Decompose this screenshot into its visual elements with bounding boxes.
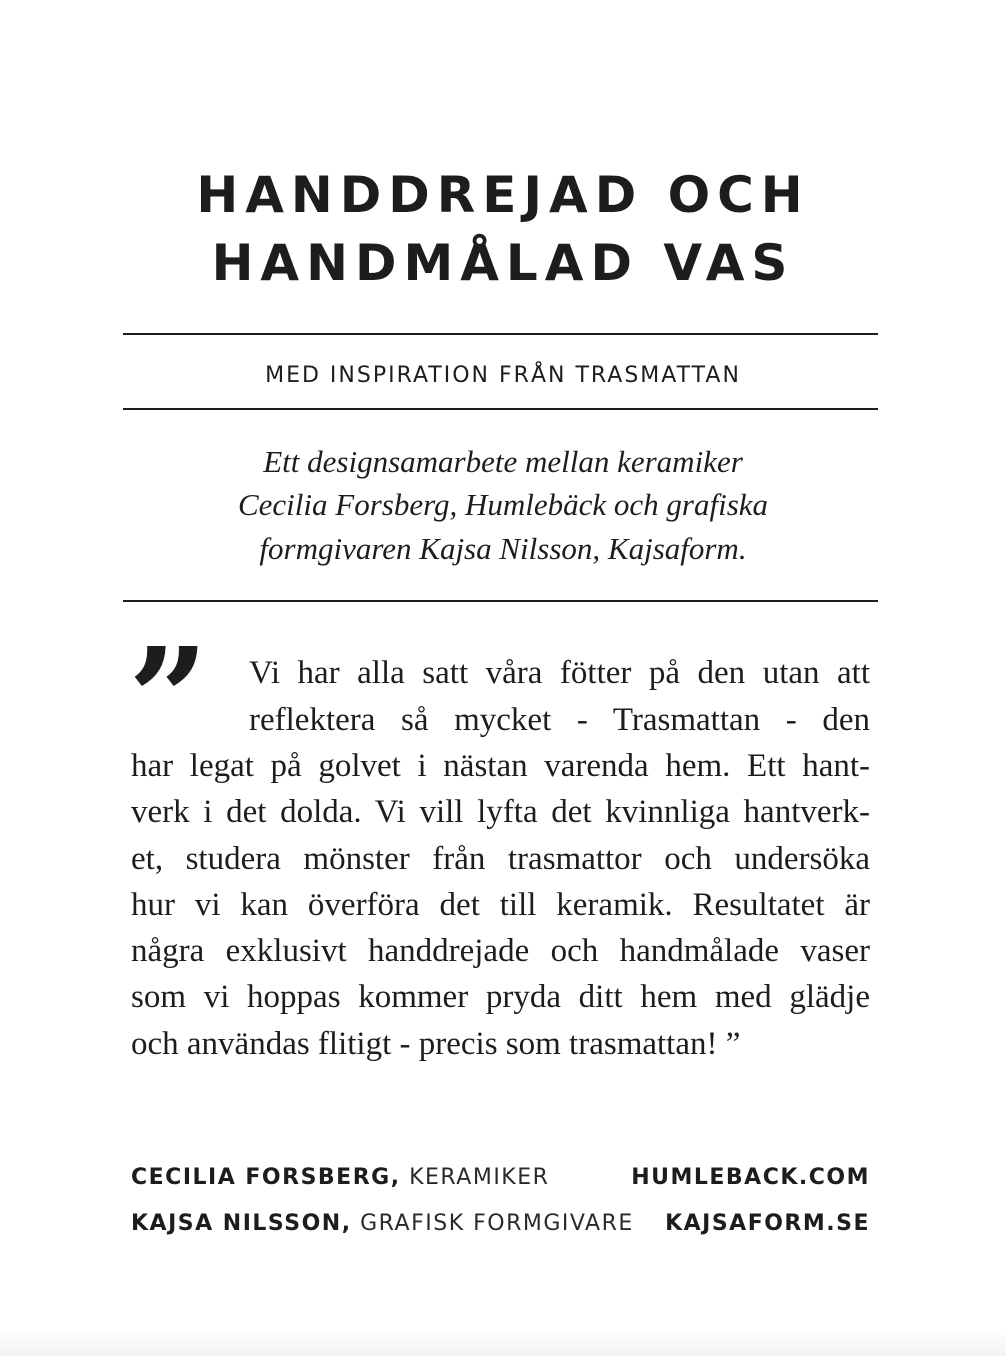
intro-line-2: Cecilia Forsberg, Humlebäck och grafiska — [237, 487, 769, 522]
credit-site-kajsaform[interactable]: KAJSAFORM.SE — [665, 1211, 870, 1236]
credit-name: KAJSA NILSSON, — [131, 1211, 352, 1236]
page-title-line-2: HANDMÅLAD VAS — [211, 234, 795, 292]
quote-line: hur vi kan överföra det till keramik. Resultatet är — [131, 887, 870, 923]
page-title-line-1: HANDDREJAD OCH — [196, 166, 810, 224]
bottom-edge-shadow — [0, 1330, 1006, 1356]
divider-middle — [123, 408, 878, 410]
credit-role: KERAMIKER — [409, 1165, 550, 1190]
quote-line: verk i det dolda. Vi vill lyfta det kvinnliga hantverk- — [131, 794, 870, 830]
divider-top — [123, 333, 878, 335]
credit-site-humleback[interactable]: HUMLEBACK.COM — [631, 1165, 870, 1190]
quote-line: reflektera så mycket - Trasmattan - den — [249, 702, 870, 738]
quote-line: och användas flitigt - precis som trasmattan! ” — [131, 1026, 741, 1062]
divider-bottom — [123, 600, 878, 602]
credit-name: CECILIA FORSBERG, — [131, 1165, 401, 1190]
quote-line: et, studera mönster från trasmattor och undersöka — [131, 841, 870, 877]
subtitle: MED INSPIRATION FRÅN TRASMATTAN — [265, 363, 741, 388]
quote-line: Vi har alla satt våra fötter på den utan att — [249, 655, 870, 691]
quote-line: några exklusivt handdrejade och handmålade vaser — [131, 933, 870, 969]
quote-line: som vi hoppas kommer pryda ditt hem med glädje — [131, 979, 870, 1015]
quotation-mark-icon: ” — [128, 618, 209, 782]
credit-ceramicist — [131, 1161, 549, 1195]
quote-line: har legat på golvet i nästan varenda hem. Ett hant- — [131, 748, 870, 784]
credit-designer — [131, 1207, 634, 1241]
intro-line-1: Ett designsamarbete mellan keramiker — [263, 444, 743, 479]
intro-line-3: formgivaren Kajsa Nilsson, Kajsaform. — [259, 531, 747, 566]
credit-role: GRAFISK FORMGIVARE — [360, 1211, 634, 1236]
